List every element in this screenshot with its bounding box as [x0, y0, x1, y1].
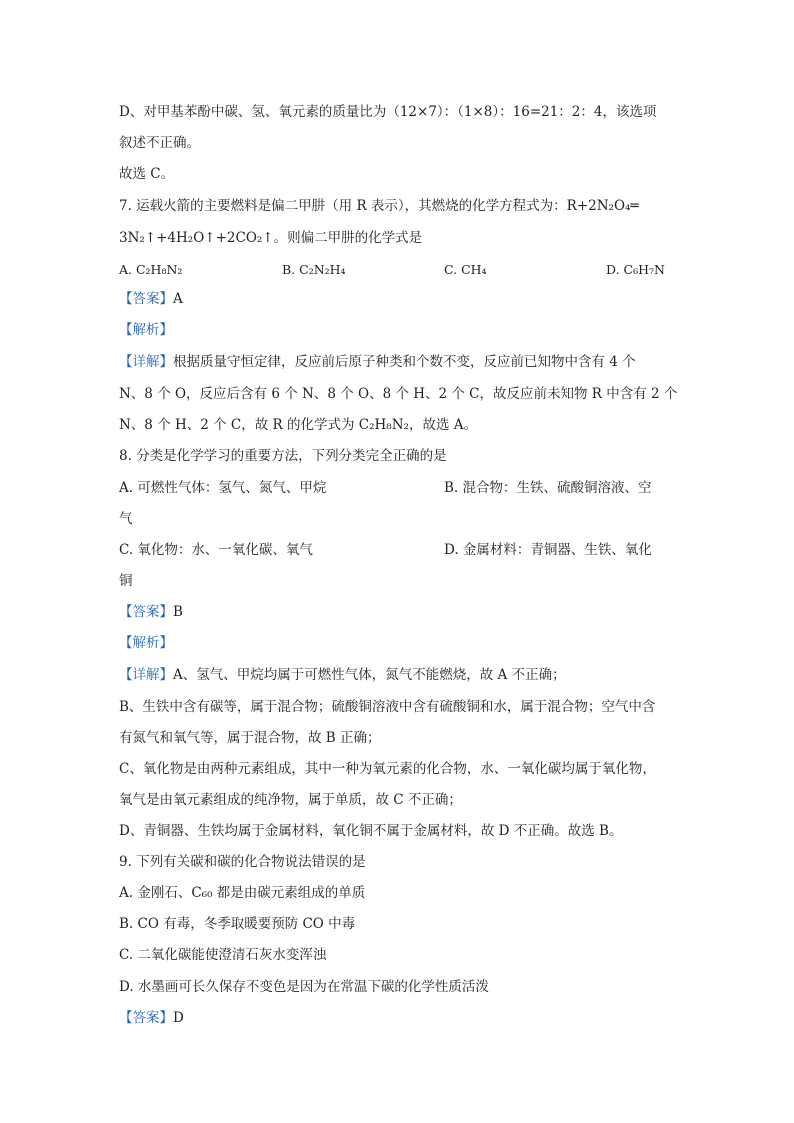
q7-stem-line2: 3N₂↑+4H₂O↑+2CO₂↑。则偏二甲肼的化学式是 — [119, 230, 423, 246]
q9-option-a: A. 金刚石、C₆₀ 都是由碳元素组成的单质 — [119, 885, 366, 901]
q8-option-d-line2: 铜 — [119, 573, 133, 589]
q8-option-c: C. 氧化物：水、一氧化碳、氧气 — [119, 542, 313, 558]
q8-detail-line1 — [119, 665, 566, 685]
answer-tag: 【答案】 — [119, 604, 173, 620]
answer-tag: 【答案】 — [119, 1010, 173, 1026]
q6-option-d-line2: 叙述不正确。 — [119, 135, 200, 151]
q8-detail-line4: C、氧化物是由两种元素组成，其中一种为氧元素的化合物，水、一氧化碳均属于氧化物， — [119, 761, 656, 777]
detail-tag: 【详解】 — [119, 667, 173, 683]
q7-analysis — [119, 320, 173, 340]
q7-option-d: D. C₆H₇N — [606, 262, 665, 277]
q7-detail-line3: N、8 个 H、2 个 C，故 R 的化学式为 C₂H₈N₂，故选 A。 — [119, 417, 477, 433]
q9-option-c: C. 二氧化碳能使澄清石灰水变浑浊 — [119, 947, 327, 963]
q7-detail-text1: 根据质量守恒定律，反应前后原子种类和个数不变，反应前已知物中含有 4 个 — [173, 354, 636, 370]
q7-option-b: B. C₂N₂H₄ — [282, 262, 346, 277]
q7-detail-line1 — [119, 352, 636, 372]
analysis-tag: 【解析】 — [119, 635, 173, 651]
q8-detail-line2: B、生铁中含有碳等，属于混合物；硫酸铜溶液中含有硫酸铜和水，属于混合物；空气中含 — [119, 699, 656, 715]
q8-detail-text1: A、氢气、甲烷均属于可燃性气体，氮气不能燃烧，故 A 不正确； — [173, 667, 566, 683]
q8-option-b-line2: 气 — [119, 511, 133, 527]
q8-detail-line3: 有氮气和氧气等，属于混合物，故 B 正确； — [119, 730, 381, 746]
q8-option-a: A. 可燃性气体：氢气、氮气、甲烷 — [119, 480, 327, 496]
q9-option-d: D. 水墨画可长久保存不变色是因为在常温下碳的化学性质活泼 — [119, 979, 489, 995]
q6-option-d-line1: D、对甲基苯酚中碳、氢、氧元素的质量比为（12×7）：（1×8）：16=21：2：4，该选项 — [119, 104, 657, 120]
detail-tag: 【详解】 — [119, 354, 173, 370]
q8-detail-line6: D、青铜器、生铁均属于金属材料，氧化铜不属于金属材料，故 D 不正确。故选 B。 — [119, 823, 623, 839]
q9-option-b: B. CO 有毒，冬季取暖要预防 CO 中毒 — [119, 916, 356, 932]
q7-answer-value: A — [173, 291, 183, 307]
q8-option-b-line1: B. 混合物：生铁、硫酸铜溶液、空 — [444, 480, 652, 496]
q8-stem: 8. 分类是化学学习的重要方法，下列分类完全正确的是 — [119, 448, 447, 464]
q9-answer — [119, 1008, 184, 1028]
q6-choose: 故选 C。 — [119, 166, 175, 182]
answer-tag: 【答案】 — [119, 291, 173, 307]
q8-option-d-line1: D. 金属材料：青铜器、生铁、氧化 — [444, 542, 652, 558]
q7-stem-line1: 7. 运载火箭的主要燃料是偏二甲肼（用 R 表示），其燃烧的化学方程式为：R+2N₂O₄═ — [119, 198, 639, 214]
q9-answer-value: D — [173, 1010, 184, 1026]
q7-detail-line2: N、8 个 O，反应后含有 6 个 N、8 个 O、8 个 H、2 个 C，故反应前未知物 R 中含有 2 个 — [119, 386, 678, 402]
q9-stem: 9. 下列有关碳和碳的化合物说法错误的是 — [119, 854, 366, 870]
q8-analysis — [119, 633, 173, 653]
q8-answer — [119, 602, 183, 622]
analysis-tag: 【解析】 — [119, 322, 173, 338]
q7-option-a: A. C₂H₈N₂ — [119, 262, 183, 277]
q8-detail-line5: 氧气是由氧元素组成的纯净物，属于单质，故 C 不正确； — [119, 792, 462, 808]
q8-answer-value: B — [173, 604, 183, 620]
q7-option-c: C. CH₄ — [444, 262, 487, 277]
q7-answer — [119, 289, 183, 309]
